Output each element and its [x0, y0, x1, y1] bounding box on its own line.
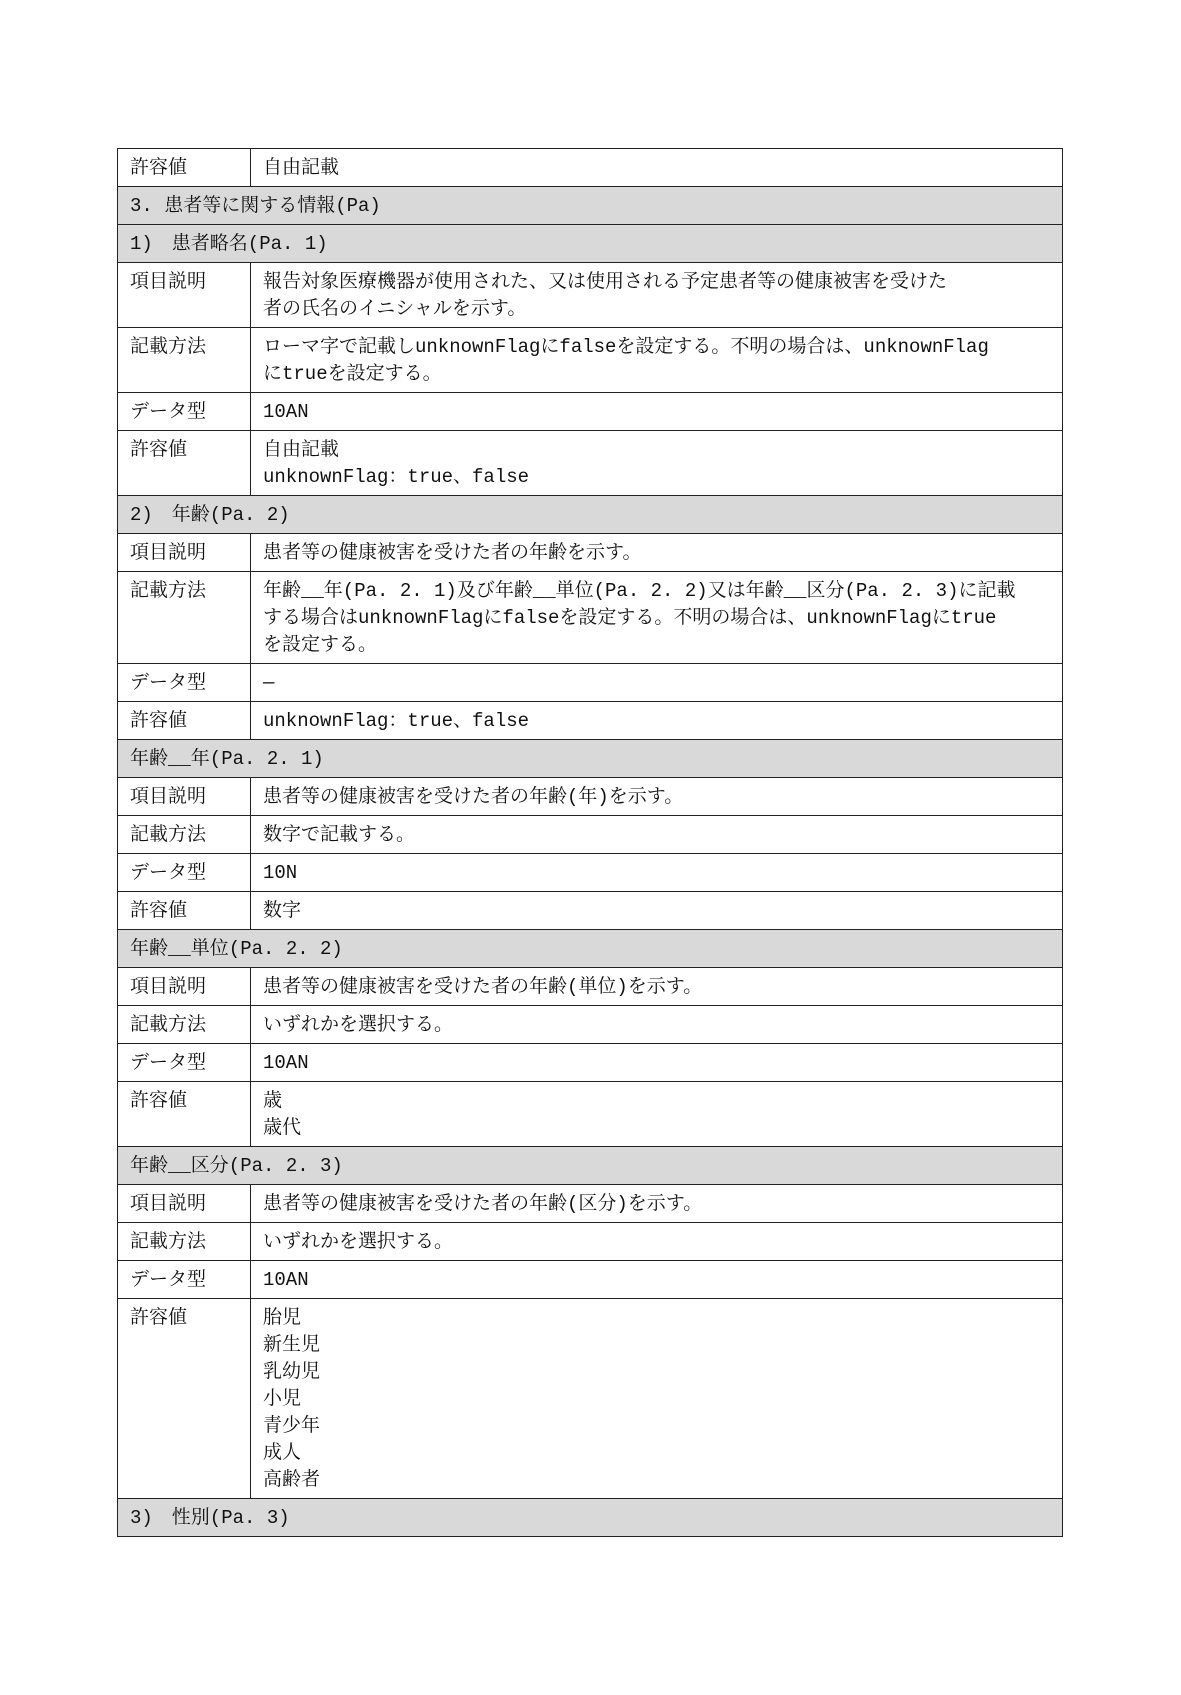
- field-label: 許容値: [118, 1082, 251, 1147]
- field-value: [251, 1185, 1063, 1223]
- field-value: [251, 431, 1063, 496]
- value-line: 患者等の健康被害を受けた者の年齢(年)を示す。: [263, 786, 684, 808]
- field-label: データ型: [118, 664, 251, 702]
- field-label: 項目説明: [118, 263, 251, 328]
- field-row: [118, 702, 1063, 740]
- section-header-row: [118, 1499, 1063, 1537]
- value-line: 青少年: [263, 1415, 321, 1437]
- field-row: [118, 431, 1063, 496]
- field-label: 項目説明: [118, 968, 251, 1006]
- field-row: [118, 1223, 1063, 1261]
- field-value: [251, 534, 1063, 572]
- value-line: 者の氏名のイニシャルを示す。: [263, 298, 527, 320]
- field-row: [118, 1299, 1063, 1499]
- field-value: [251, 854, 1063, 892]
- specification-table-body: [118, 149, 1063, 1537]
- value-line: 乳幼児: [263, 1361, 321, 1383]
- field-label: 項目説明: [118, 778, 251, 816]
- field-label: 許容値: [118, 702, 251, 740]
- field-row: [118, 816, 1063, 854]
- field-value: [251, 892, 1063, 930]
- specification-table: [117, 148, 1063, 1537]
- field-row: [118, 1185, 1063, 1223]
- value-line: 報告対象医療機器が使用された、又は使用される予定患者等の健康被害を受けた: [263, 271, 948, 293]
- value-line: 新生児: [263, 1334, 321, 1356]
- value-line: いずれかを選択する。: [263, 1014, 454, 1036]
- field-row: [118, 328, 1063, 393]
- value-line: 患者等の健康被害を受けた者の年齢(単位)を示す。: [263, 976, 703, 998]
- field-row: [118, 778, 1063, 816]
- value-line: 10AN: [263, 1052, 309, 1074]
- value-line: ローマ字で記載しunknownFlagにfalseを設定する。不明の場合は、unknownFlag: [263, 336, 989, 358]
- field-value: [251, 702, 1063, 740]
- field-row: [118, 149, 1063, 187]
- value-line: ―: [263, 672, 275, 694]
- section-header-row: [118, 1147, 1063, 1185]
- field-row: [118, 1082, 1063, 1147]
- field-value: [251, 1082, 1063, 1147]
- value-line: する場合はunknownFlagにfalseを設定する。不明の場合は、unknownFlagにtrue: [263, 607, 997, 629]
- section-header-row: [118, 225, 1063, 263]
- field-value: [251, 1044, 1063, 1082]
- field-row: [118, 968, 1063, 1006]
- field-label: 記載方法: [118, 1006, 251, 1044]
- field-row: [118, 572, 1063, 664]
- section-header-row: [118, 496, 1063, 534]
- section-header-row: [118, 187, 1063, 225]
- value-line: 歳代: [263, 1117, 302, 1139]
- value-line: 高齢者: [263, 1469, 321, 1491]
- field-row: [118, 1044, 1063, 1082]
- field-label: 記載方法: [118, 572, 251, 664]
- field-row: [118, 664, 1063, 702]
- section-title: 年齢__区分(Pa. 2. 3): [118, 1147, 1063, 1185]
- field-row: [118, 892, 1063, 930]
- value-line: unknownFlag：true、false: [263, 710, 530, 732]
- section-title: 3. 患者等に関する情報(Pa): [118, 187, 1063, 225]
- field-value: [251, 1261, 1063, 1299]
- field-value: [251, 149, 1063, 187]
- value-line: 成人: [263, 1442, 302, 1464]
- field-row: [118, 263, 1063, 328]
- section-header-row: [118, 740, 1063, 778]
- value-line: unknownFlag：true、false: [263, 466, 530, 488]
- value-line: 10AN: [263, 401, 309, 423]
- value-line: を設定する。: [263, 634, 378, 656]
- section-title: 2) 年齢(Pa. 2): [118, 496, 1063, 534]
- value-line: 患者等の健康被害を受けた者の年齢(区分)を示す。: [263, 1193, 703, 1215]
- section-title: 年齢__単位(Pa. 2. 2): [118, 930, 1063, 968]
- value-line: にtrueを設定する。: [263, 363, 442, 385]
- section-title: 3) 性別(Pa. 3): [118, 1499, 1063, 1537]
- field-label: データ型: [118, 1261, 251, 1299]
- field-label: 項目説明: [118, 1185, 251, 1223]
- field-value: [251, 1299, 1063, 1499]
- field-row: [118, 534, 1063, 572]
- field-value: [251, 816, 1063, 854]
- field-label: 許容値: [118, 1299, 251, 1499]
- field-label: 記載方法: [118, 1223, 251, 1261]
- field-row: [118, 854, 1063, 892]
- value-line: 自由記載: [263, 157, 340, 179]
- field-value: [251, 968, 1063, 1006]
- field-value: [251, 328, 1063, 393]
- value-line: 自由記載: [263, 439, 340, 461]
- field-value: [251, 778, 1063, 816]
- field-label: 許容値: [118, 892, 251, 930]
- field-value: [251, 1223, 1063, 1261]
- field-row: [118, 393, 1063, 431]
- field-value: [251, 1006, 1063, 1044]
- value-line: いずれかを選択する。: [263, 1231, 454, 1253]
- field-label: 記載方法: [118, 816, 251, 854]
- field-label: データ型: [118, 854, 251, 892]
- value-line: 年齢__年(Pa. 2. 1)及び年齢__単位(Pa. 2. 2)又は年齢__区分(Pa. 2. 3)に記載: [263, 580, 1016, 602]
- value-line: 歳: [263, 1090, 283, 1112]
- value-line: 数字: [263, 900, 302, 922]
- value-line: 数字で記載する。: [263, 824, 416, 846]
- field-value: [251, 572, 1063, 664]
- value-line: 10N: [263, 862, 298, 884]
- field-row: [118, 1261, 1063, 1299]
- value-line: 胎児: [263, 1307, 302, 1329]
- field-value: [251, 664, 1063, 702]
- field-label: 許容値: [118, 149, 251, 187]
- section-title: 年齢__年(Pa. 2. 1): [118, 740, 1063, 778]
- field-value: [251, 263, 1063, 328]
- field-label: データ型: [118, 393, 251, 431]
- field-row: [118, 1006, 1063, 1044]
- section-title: 1) 患者略名(Pa. 1): [118, 225, 1063, 263]
- field-label: 項目説明: [118, 534, 251, 572]
- field-label: データ型: [118, 1044, 251, 1082]
- field-label: 許容値: [118, 431, 251, 496]
- section-header-row: [118, 930, 1063, 968]
- value-line: 10AN: [263, 1269, 309, 1291]
- value-line: 患者等の健康被害を受けた者の年齢を示す。: [263, 542, 642, 564]
- field-label: 記載方法: [118, 328, 251, 393]
- value-line: 小児: [263, 1388, 302, 1410]
- field-value: [251, 393, 1063, 431]
